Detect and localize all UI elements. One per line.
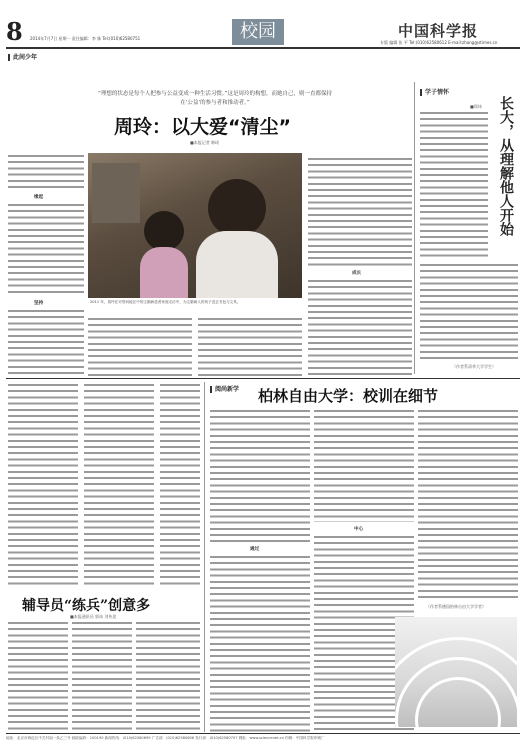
body-text-block <box>136 622 200 732</box>
subhead-center: 中心 <box>354 527 364 532</box>
body-text-block <box>84 384 154 586</box>
sidebar-text <box>420 112 488 260</box>
photo-caption: 2011 年，周玲在对塔河地区中的尘肺病患者家庭走访中，为尘肺病人的孩子送去书包与文具。 <box>90 300 241 304</box>
article2-footer: （作者系德国柏林自由大学学者） <box>426 604 486 609</box>
article-photo <box>88 153 302 298</box>
column-divider <box>204 382 205 732</box>
body-text-block <box>88 318 192 376</box>
body-text-block <box>8 310 84 376</box>
body-text-block <box>418 410 518 600</box>
pull-quote: “理想的状态是每个人把参与公益变成一种生活习惯。”这是周玲的构想，而她自己，则一直都保持在‘公益’的参与者和推动者。” <box>98 91 332 106</box>
building-photo <box>395 617 517 727</box>
footer-text: 地址：北京市海淀区中关村南一条乙三号 邮政编码：100190 新闻热线：(010)62580699 广告部：(010)62580606 发行部：(010)62580707 网址：www.sciencenet.cn 印刷：中国科学报印刷厂 <box>6 736 325 740</box>
photo-child-body <box>140 247 188 298</box>
body-text-block <box>308 158 412 268</box>
subhead-pass: 通过 <box>250 547 260 552</box>
body-text-block <box>210 556 310 732</box>
newspaper-logo: 中国科学报 <box>398 22 479 40</box>
body-text-block <box>210 410 310 542</box>
body-text-block <box>198 318 302 376</box>
sidebar-text <box>420 264 518 360</box>
sidebar-footer: （作者系清华大学学生） <box>452 364 496 369</box>
body-text-block <box>8 384 78 586</box>
photo-adult-head <box>208 179 266 237</box>
header-rule <box>6 47 520 49</box>
subhead-growth: 成长 <box>352 271 362 276</box>
sidebar-byline: ■郑炜 <box>470 104 482 109</box>
body-text-block <box>8 204 84 296</box>
section-tag: 校园 <box>232 19 284 45</box>
headline-2: 柏林自由大学：校训在细节 <box>258 387 439 405</box>
photo-adult-body <box>196 231 278 298</box>
section-rule <box>6 378 520 379</box>
byline-3: ■本报通讯员 郭冰 刘传思 <box>70 614 117 619</box>
body-text-block <box>8 155 84 190</box>
body-text-block <box>72 622 132 732</box>
subhead-persist: 坚持 <box>34 301 44 306</box>
section-label: 此间少年 <box>8 52 37 61</box>
byline-1: ■本报记者 韩琦 <box>190 140 220 145</box>
page-number: 8 <box>6 17 23 46</box>
headline-3: 辅导员“练兵”创意多 <box>22 598 151 614</box>
headline-1: 周玲：以大爱“清尘” <box>114 116 291 138</box>
footer-rule <box>6 733 520 734</box>
body-text-block <box>308 280 412 376</box>
editor-line: 专版 编辑 张 平 Tel:(010)62580612 E-mail:zhang@stimes.cn <box>380 40 498 45</box>
sidebar-title: 长大，从理解他人开始 <box>498 96 514 236</box>
date-line: 2014年7月7日 星期一 责任编辑：李 姝 Tel:(010)62580751 <box>30 36 141 41</box>
section-label-2: 阅尚新学 <box>210 384 239 393</box>
photo-child-head <box>144 211 184 251</box>
subhead-origin: 缘起 <box>34 195 44 200</box>
body-text-block <box>160 384 200 586</box>
sidebar-label: 学子情怀 <box>420 87 449 96</box>
photo-background-shape <box>92 163 140 223</box>
body-text-block <box>8 622 68 732</box>
body-text-block <box>314 410 414 522</box>
column-divider <box>414 82 415 374</box>
